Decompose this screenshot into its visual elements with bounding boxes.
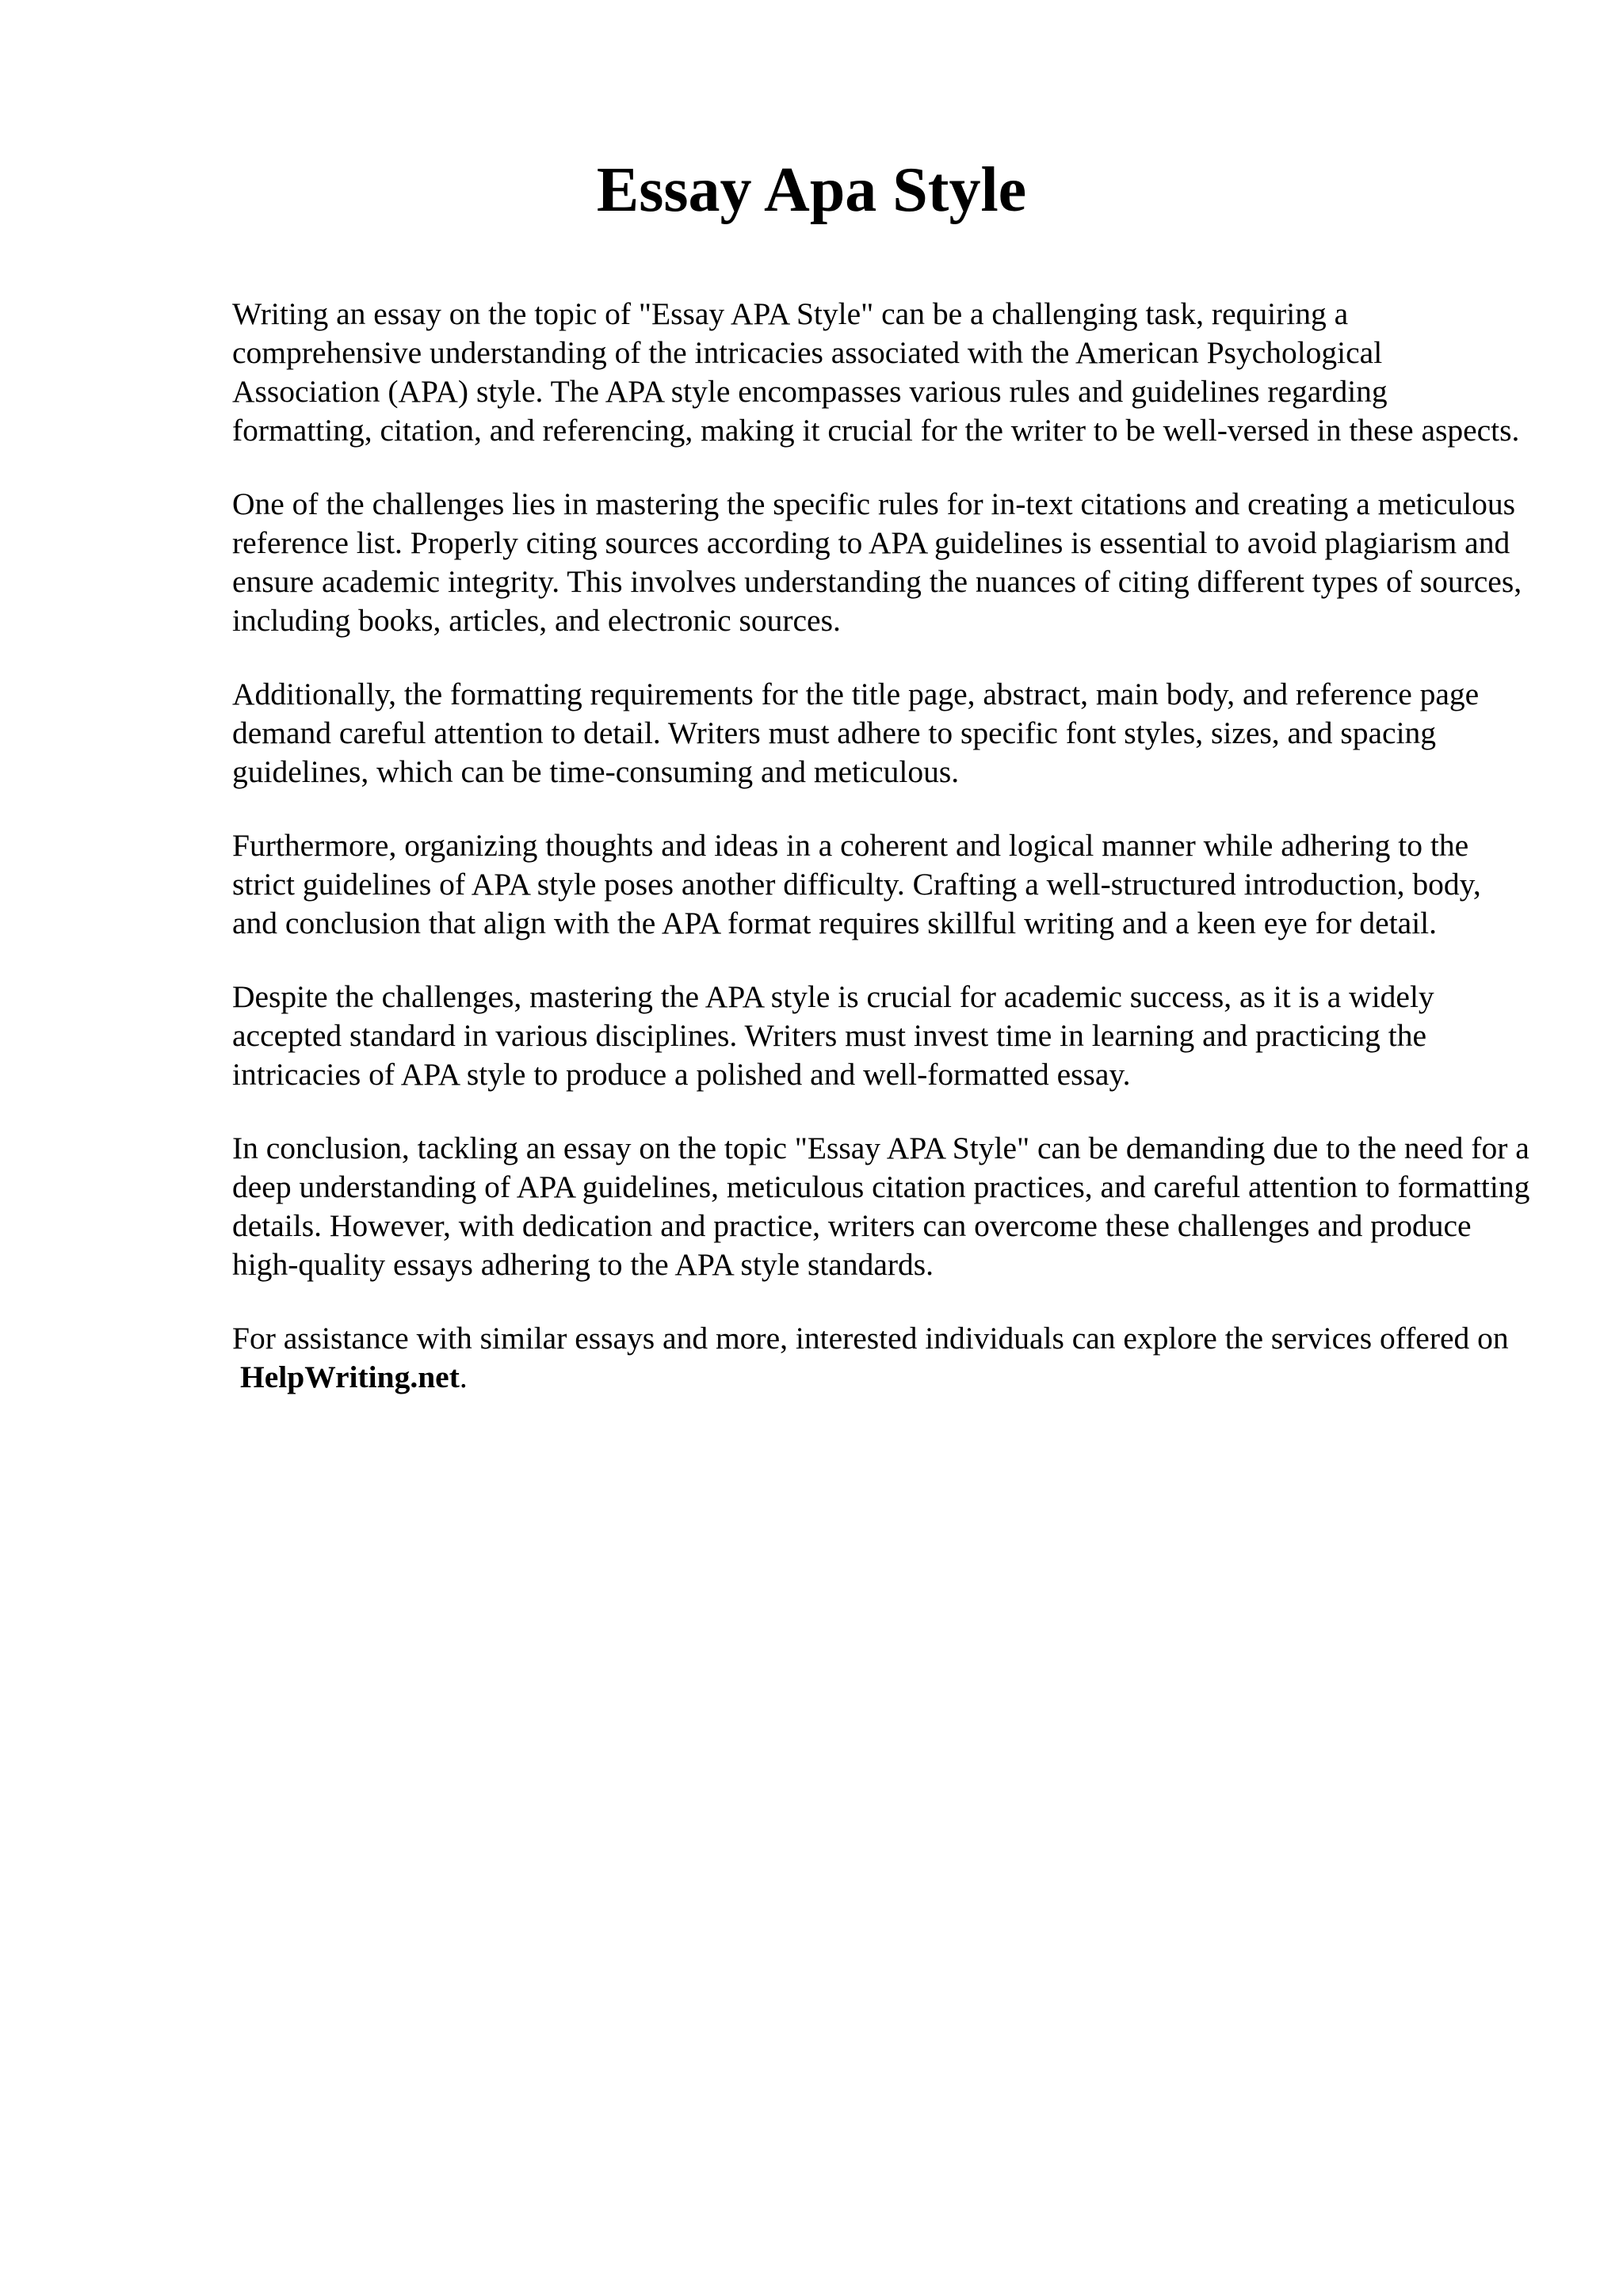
helpwriting-link[interactable]: HelpWriting.net — [240, 1360, 460, 1394]
closing-period: . — [459, 1360, 468, 1394]
paragraph-5: Despite the challenges, mastering the APA style is crucial for academic success, as it is a widely accepted standard in various disciplines. Writers must invest time in learning and practicing the intricacies of APA style to produce a polished and well-formatted essay. — [232, 979, 1434, 1092]
closing-paragraph — [232, 1319, 1532, 1397]
closing-text: For assistance with similar essays and more, interested individuals can explore the services offered on — [232, 1321, 1509, 1356]
paragraph-2: One of the challenges lies in mastering the specific rules for in-text citations and creating a meticulous reference list. Properly citing sources according to APA guidelines is essential to avoid plagiarism and ensure academic integrity. This involves understanding the nuances of citing different types of sources, including books, articles, and electronic sources. — [232, 486, 1522, 638]
paragraph-1: Writing an essay on the topic of "Essay APA Style" can be a challenging task, requiring a comprehensive understanding of the intricacies associated with the American Psychological Association (APA) style. The APA style encompasses various rules and guidelines regarding formatting, citation, and referencing, making it crucial for the writer to be well-versed in these aspects. — [232, 296, 1520, 448]
paragraph-4: Furthermore, organizing thoughts and ideas in a coherent and logical manner while adhering to the strict guidelines of APA style poses another difficulty. Crafting a well-structured introduction, body, and conclusion that align with the APA format requires skillful writing and a keen eye for detail. — [232, 828, 1481, 940]
essay-body — [232, 295, 1532, 1432]
page-title: Essay Apa Style — [596, 155, 1027, 225]
paragraph-6: In conclusion, tackling an essay on the topic "Essay APA Style" can be demanding due to the need for a deep understanding of APA guidelines, meticulous citation practices, and careful attention to formatting details. However, with dedication and practice, writers can overcome these challenges and produce high-quality essays adhering to the APA style standards. — [232, 1131, 1530, 1282]
paragraph-3: Additionally, the formatting requirements for the title page, abstract, main body, and reference page demand careful attention to detail. Writers must adhere to specific font styles, sizes, and spacing guidelines, which can be time-consuming and meticulous. — [232, 677, 1480, 789]
